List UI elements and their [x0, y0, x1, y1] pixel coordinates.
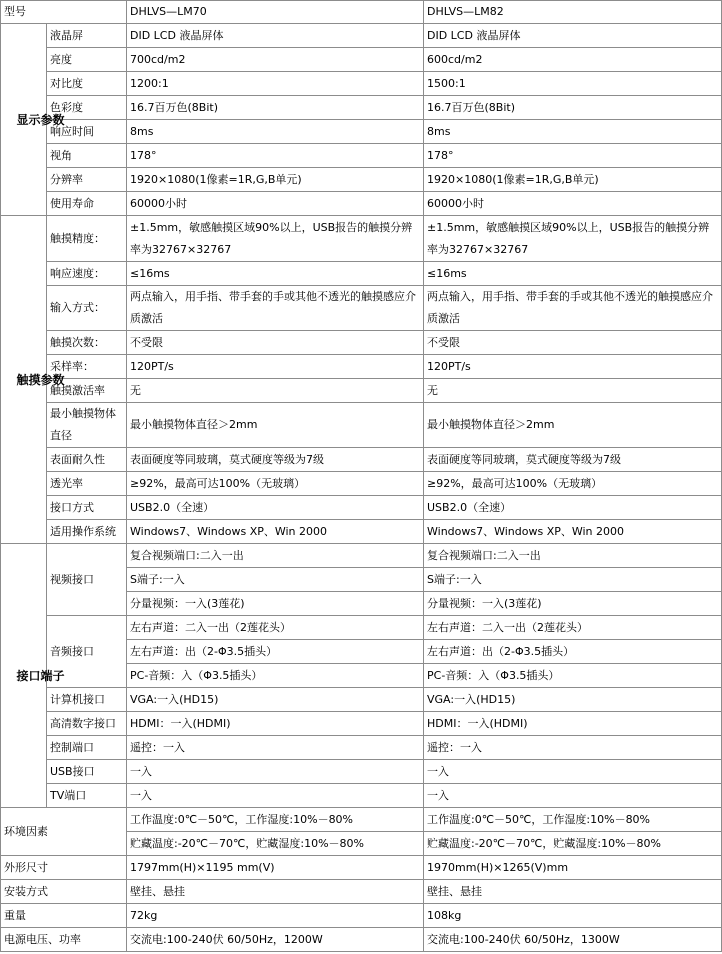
value-model1: 两点输入，用手指、带手套的手或其他不透光的触摸感应介质激活 — [127, 286, 424, 331]
value-model2: 无 — [424, 379, 722, 403]
model2-name: DHLVS—LM82 — [424, 1, 722, 24]
row-label: 最小触摸物体直径 — [47, 403, 127, 448]
value-model2: 遥控：一入 — [424, 736, 722, 760]
table-row — [1, 168, 722, 192]
value-model2: 一入 — [424, 784, 722, 808]
table-row — [1, 216, 722, 262]
table-row — [1, 379, 722, 403]
value-model2: 1970mm(H)×1265(V)mm — [424, 856, 722, 880]
row-label: 环境因素 — [1, 808, 127, 856]
table-row — [1, 144, 722, 168]
value-model2: 一入 — [424, 760, 722, 784]
row-label: 接口方式 — [47, 496, 127, 520]
table-row — [1, 688, 722, 712]
table-row — [1, 403, 722, 448]
row-label: 适用操作系统 — [47, 520, 127, 544]
row-label: 触摸精度： — [47, 216, 127, 262]
value-model1: 1797mm(H)×1195 mm(V) — [127, 856, 424, 880]
value-model1: 贮藏温度:-20℃－70℃，贮藏湿度:10%－80% — [127, 832, 424, 856]
row-label: 控制端口 — [47, 736, 127, 760]
value-model1: DID LCD 液晶屏体 — [127, 24, 424, 48]
value-model1: 8ms — [127, 120, 424, 144]
value-model2: PC-音频：入（Φ3.5插头） — [424, 664, 722, 688]
value-model1: 一入 — [127, 760, 424, 784]
row-label: 音频接口 — [47, 616, 127, 688]
value-model2: 分量视频：一入(3莲花) — [424, 592, 722, 616]
value-model1: 60000小时 — [127, 192, 424, 216]
value-model2: 壁挂、悬挂 — [424, 880, 722, 904]
value-model1: 表面硬度等同玻璃，莫式硬度等级为7级 — [127, 448, 424, 472]
value-model1: USB2.0（全速） — [127, 496, 424, 520]
table-row — [1, 448, 722, 472]
section-display: 显示参数 — [1, 24, 47, 216]
row-label: 高清数字接口 — [47, 712, 127, 736]
value-model1: 工作温度:0℃－50℃，工作湿度:10%－80% — [127, 808, 424, 832]
table-row — [1, 262, 722, 286]
table-row — [1, 808, 722, 832]
value-model1: 700cd/m2 — [127, 48, 424, 72]
table-row — [1, 72, 722, 96]
row-label: 触摸次数： — [47, 331, 127, 355]
value-model1: 120PT/s — [127, 355, 424, 379]
value-model2: 108kg — [424, 904, 722, 928]
value-model1: ≤16ms — [127, 262, 424, 286]
table-row — [1, 96, 722, 120]
table-row — [1, 472, 722, 496]
row-label: TV端口 — [47, 784, 127, 808]
table-row — [1, 712, 722, 736]
header-row — [1, 1, 722, 24]
row-label: 表面耐久性 — [47, 448, 127, 472]
table-row — [1, 880, 722, 904]
row-label: 重量 — [1, 904, 127, 928]
table-row — [1, 496, 722, 520]
row-label: 计算机接口 — [47, 688, 127, 712]
table-row — [1, 616, 722, 640]
value-model1: PC-音频：入（Φ3.5插头） — [127, 664, 424, 688]
value-model1: S端子:一入 — [127, 568, 424, 592]
value-model1: 分量视频：一入(3莲花) — [127, 592, 424, 616]
value-model2: VGA:一入(HD15) — [424, 688, 722, 712]
value-model2: 16.7百万色(8Bit) — [424, 96, 722, 120]
row-label: 电源电压、功率 — [1, 928, 127, 952]
value-model2: 最小触摸物体直径＞2mm — [424, 403, 722, 448]
row-label: 使用寿命 — [47, 192, 127, 216]
value-model1: Windows7、Windows XP、Win 2000 — [127, 520, 424, 544]
value-model2: 复合视频端口:二入一出 — [424, 544, 722, 568]
value-model2: 两点输入，用手指、带手套的手或其他不透光的触摸感应介质激活 — [424, 286, 722, 331]
row-label: 响应时间 — [47, 120, 127, 144]
value-model1: VGA:一入(HD15) — [127, 688, 424, 712]
value-model2: S端子:一入 — [424, 568, 722, 592]
model-label: 型号 — [1, 1, 127, 24]
row-label: 外形尺寸 — [1, 856, 127, 880]
table-row — [1, 120, 722, 144]
value-model2: DID LCD 液晶屏体 — [424, 24, 722, 48]
value-model1: 1920×1080(1像素=1R,G,B单元) — [127, 168, 424, 192]
value-model1: 16.7百万色(8Bit) — [127, 96, 424, 120]
value-model2: 工作温度:0℃－50℃，工作湿度:10%－80% — [424, 808, 722, 832]
value-model2: 贮藏温度:-20℃－70℃，贮藏湿度:10%－80% — [424, 832, 722, 856]
row-label: 响应速度： — [47, 262, 127, 286]
row-label: 触摸激活率 — [47, 379, 127, 403]
value-model2: 左右声道：出（2-Φ3.5插头） — [424, 640, 722, 664]
table-row — [1, 784, 722, 808]
value-model1: 左右声道：二入一出（2莲花头） — [127, 616, 424, 640]
section-touch: 触摸参数 — [1, 216, 47, 544]
table-row — [1, 520, 722, 544]
table-row — [1, 760, 722, 784]
value-model2: ≥92%，最高可达100%（无玻璃） — [424, 472, 722, 496]
value-model1: HDMI：一入(HDMI) — [127, 712, 424, 736]
row-label: 安装方式 — [1, 880, 127, 904]
row-label: 对比度 — [47, 72, 127, 96]
model1-name: DHLVS—LM70 — [127, 1, 424, 24]
table-row — [1, 48, 722, 72]
value-model2: 1920×1080(1像素=1R,G,B单元) — [424, 168, 722, 192]
row-label: 视频接口 — [47, 544, 127, 616]
value-model2: 60000小时 — [424, 192, 722, 216]
value-model1: 遥控：一入 — [127, 736, 424, 760]
row-label: 视角 — [47, 144, 127, 168]
value-model2: 8ms — [424, 120, 722, 144]
value-model1: 左右声道：出（2-Φ3.5插头） — [127, 640, 424, 664]
value-model2: 交流电:100-240伏 60/50Hz，1300W — [424, 928, 722, 952]
row-label: 分辨率 — [47, 168, 127, 192]
row-label: 亮度 — [47, 48, 127, 72]
value-model2: 表面硬度等同玻璃，莫式硬度等级为7级 — [424, 448, 722, 472]
table-row — [1, 24, 722, 48]
value-model1: 最小触摸物体直径＞2mm — [127, 403, 424, 448]
section-interface: 接口端子 — [1, 544, 47, 808]
row-label: 采样率： — [47, 355, 127, 379]
value-model2: 600cd/m2 — [424, 48, 722, 72]
value-model1: 交流电:100-240伏 60/50Hz，1200W — [127, 928, 424, 952]
value-model1: 72kg — [127, 904, 424, 928]
value-model2: ≤16ms — [424, 262, 722, 286]
value-model1: 一入 — [127, 784, 424, 808]
value-model2: 178° — [424, 144, 722, 168]
row-label: 液晶屏 — [47, 24, 127, 48]
row-label: 色彩度 — [47, 96, 127, 120]
table-row — [1, 928, 722, 952]
value-model2: ±1.5mm，敏感触摸区域90%以上，USB报告的触摸分辨率为32767×32767 — [424, 216, 722, 262]
value-model1: 复合视频端口:二入一出 — [127, 544, 424, 568]
table-row — [1, 856, 722, 880]
table-row — [1, 286, 722, 331]
value-model2: 1500:1 — [424, 72, 722, 96]
row-label: USB接口 — [47, 760, 127, 784]
value-model1: 1200:1 — [127, 72, 424, 96]
table-row — [1, 736, 722, 760]
table-row — [1, 331, 722, 355]
value-model1: 壁挂、悬挂 — [127, 880, 424, 904]
value-model1: 178° — [127, 144, 424, 168]
value-model2: 不受限 — [424, 331, 722, 355]
row-label: 输入方式： — [47, 286, 127, 331]
value-model1: 不受限 — [127, 331, 424, 355]
value-model2: USB2.0（全速） — [424, 496, 722, 520]
row-label: 透光率 — [47, 472, 127, 496]
value-model1: ≥92%，最高可达100%（无玻璃） — [127, 472, 424, 496]
value-model2: Windows7、Windows XP、Win 2000 — [424, 520, 722, 544]
table-row — [1, 192, 722, 216]
value-model2: 左右声道：二入一出（2莲花头） — [424, 616, 722, 640]
table-row — [1, 904, 722, 928]
value-model1: 无 — [127, 379, 424, 403]
table-row — [1, 355, 722, 379]
value-model2: 120PT/s — [424, 355, 722, 379]
value-model1: ±1.5mm，敏感触摸区域90%以上，USB报告的触摸分辨率为32767×32767 — [127, 216, 424, 262]
table-row — [1, 544, 722, 568]
value-model2: HDMI：一入(HDMI) — [424, 712, 722, 736]
